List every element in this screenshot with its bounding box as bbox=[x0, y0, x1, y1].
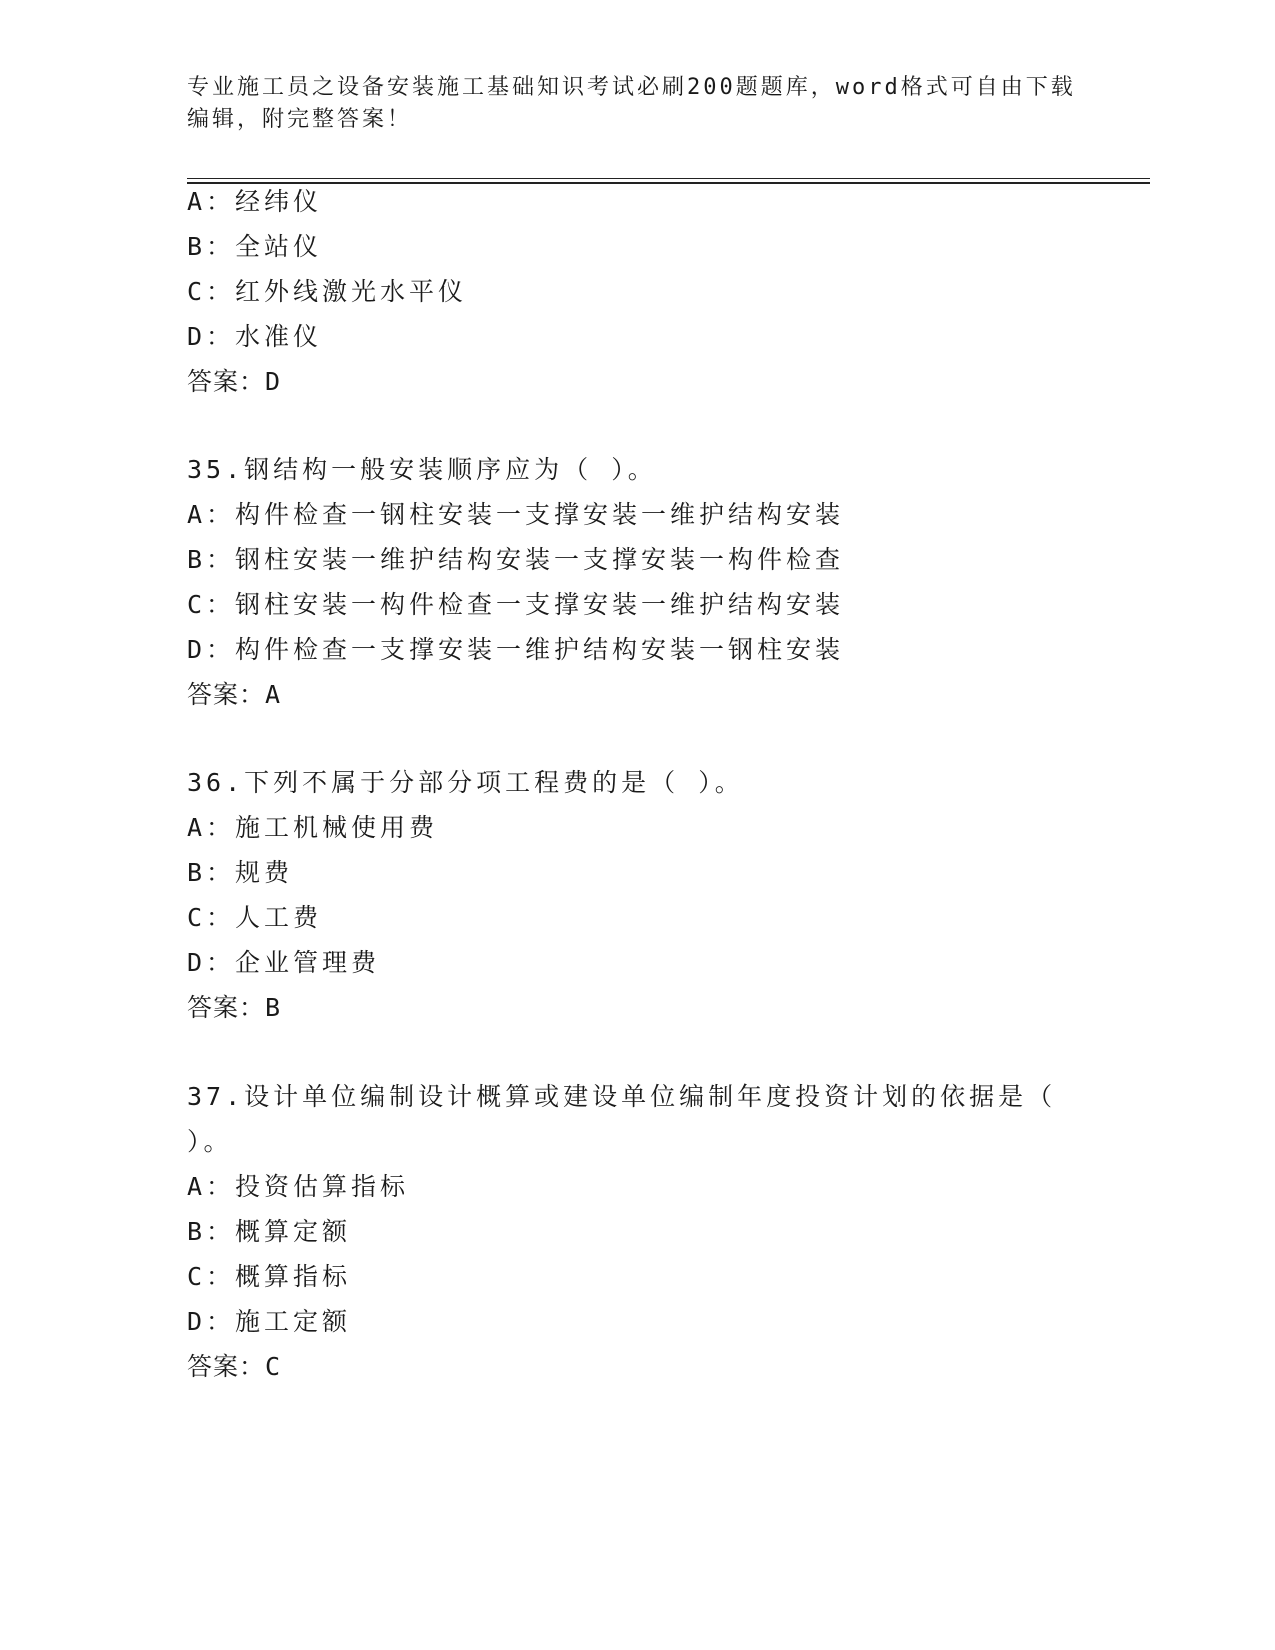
q37-option-b: B：概算定额 bbox=[187, 1217, 352, 1246]
q36-option-d: D：企业管理费 bbox=[187, 948, 381, 977]
q34-option-b: B：全站仪 bbox=[187, 232, 323, 261]
q36-option-a: A：施工机械使用费 bbox=[187, 813, 439, 842]
q35-option-b: B：钢柱安装一维护结构安装一支撑安装一构件检查 bbox=[187, 545, 845, 574]
q36-question: 36.下列不属于分部分项工程费的是（ ）。 bbox=[187, 768, 744, 797]
q37-option-c: C：概算指标 bbox=[187, 1262, 352, 1291]
q37-answer: 答案：C bbox=[187, 1352, 282, 1381]
header-rule-thick bbox=[187, 182, 1150, 184]
q34-option-c: C：红外线激光水平仪 bbox=[187, 277, 468, 306]
q36-option-b: B：规费 bbox=[187, 858, 294, 887]
q35-question: 35.钢结构一般安装顺序应为（ ）。 bbox=[187, 455, 657, 484]
document-header bbox=[187, 72, 1087, 136]
q35-answer: 答案：A bbox=[187, 680, 282, 709]
q37-option-d: D：施工定额 bbox=[187, 1307, 352, 1336]
q34-option-a: A：经纬仪 bbox=[187, 187, 323, 216]
q35-option-d: D：构件检查一支撑安装一维护结构安装一钢柱安装 bbox=[187, 635, 845, 664]
q37-question-line-2: ）。 bbox=[187, 1127, 233, 1156]
header-line-2: 编辑，附完整答案！ bbox=[187, 107, 413, 132]
q37-question-line-1: 37.设计单位编制设计概算或建设单位编制年度投资计划的依据是（ bbox=[187, 1082, 1057, 1111]
q36-answer: 答案：B bbox=[187, 993, 282, 1022]
header-line-1: 专业施工员之设备安装施工基础知识考试必刷200题题库，word格式可自由下载 bbox=[187, 75, 1076, 100]
q34-answer: 答案：D bbox=[187, 367, 282, 396]
q35-option-a: A：构件检查一钢柱安装一支撑安装一维护结构安装 bbox=[187, 500, 845, 529]
q36-option-c: C：人工费 bbox=[187, 903, 323, 932]
q37-option-a: A：投资估算指标 bbox=[187, 1172, 410, 1201]
q34-option-d: D：水准仪 bbox=[187, 322, 323, 351]
header-rule-thin bbox=[187, 178, 1150, 179]
q35-option-c: C：钢柱安装一构件检查一支撑安装一维护结构安装 bbox=[187, 590, 845, 619]
